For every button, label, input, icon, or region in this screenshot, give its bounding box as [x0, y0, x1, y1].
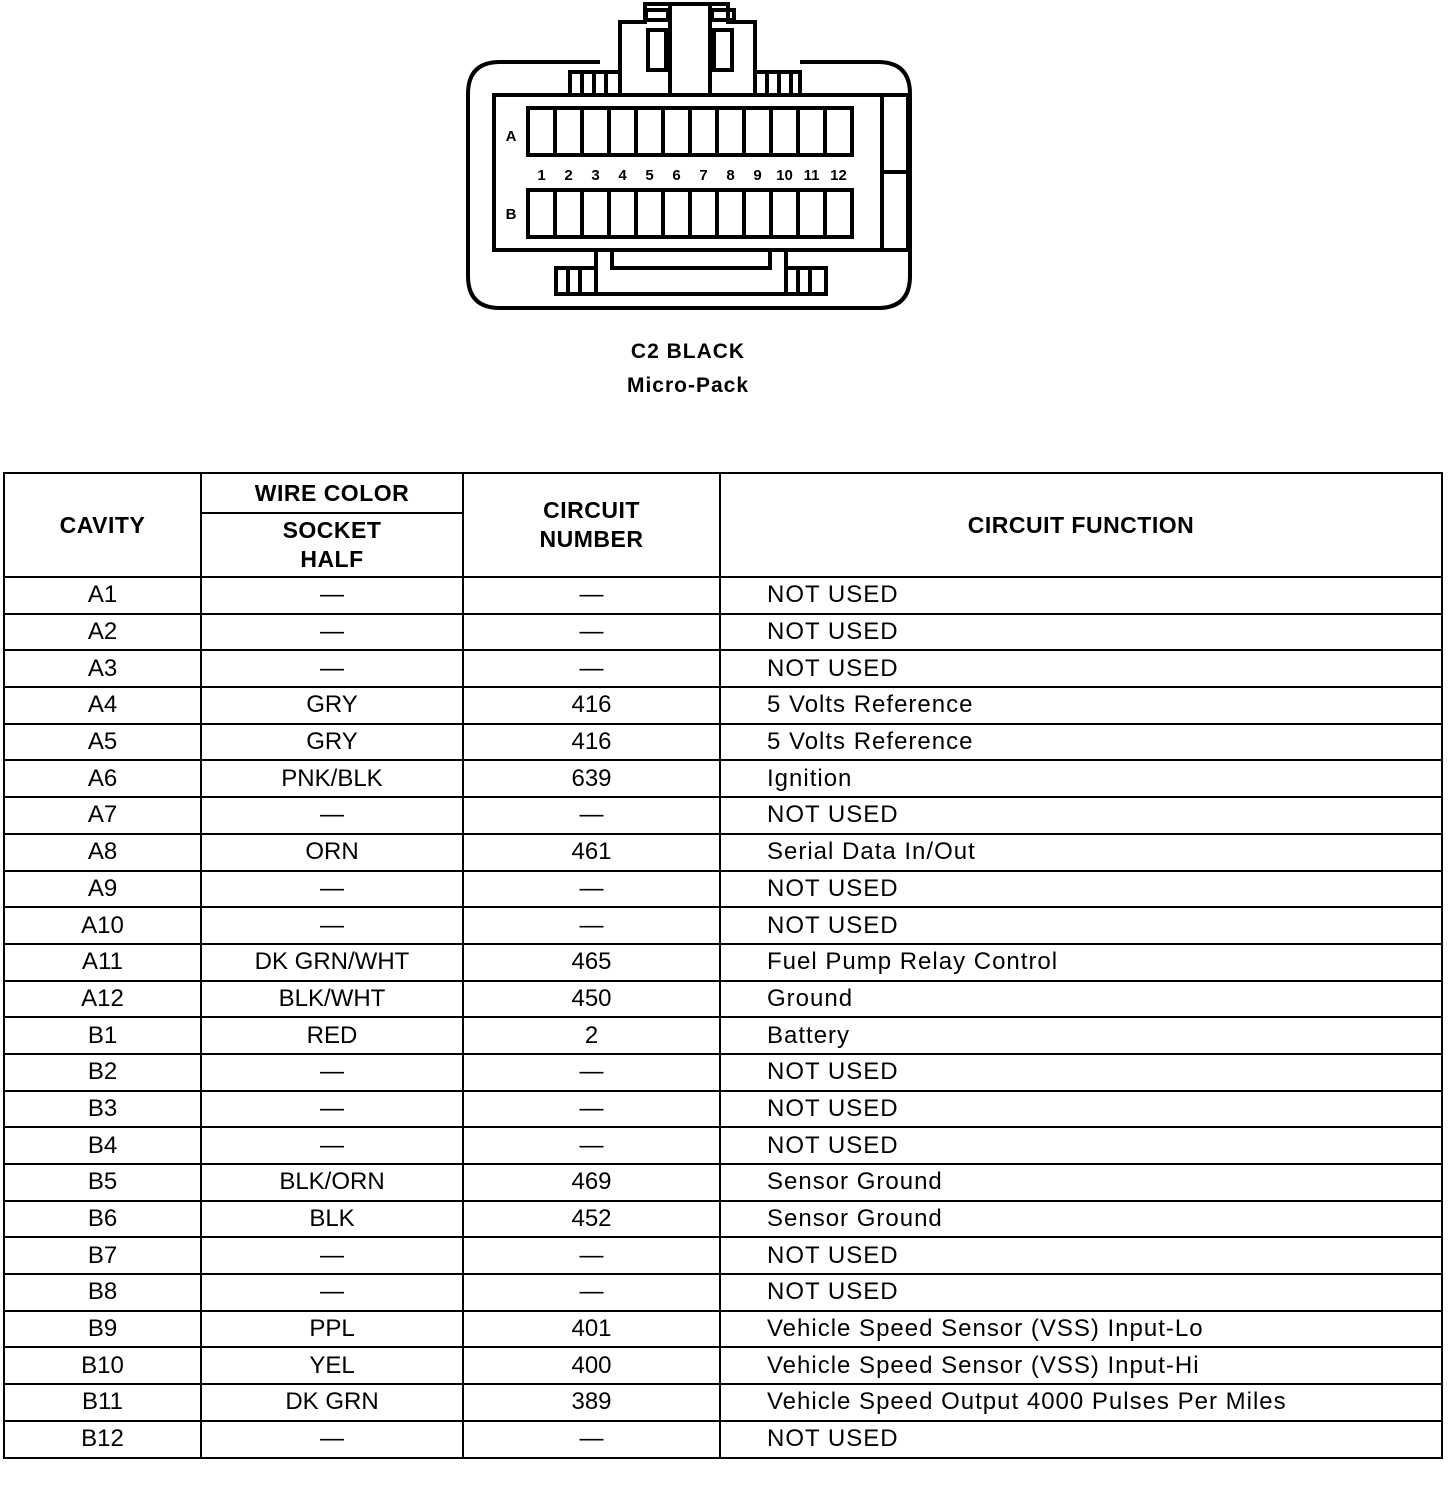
cavity-cell: B11: [4, 1384, 201, 1421]
circuit-function-cell: Vehicle Speed Sensor (VSS) Input-Lo: [720, 1311, 1442, 1348]
header-wire-color: WIRE COLOR: [201, 473, 463, 513]
table-row: [4, 907, 1442, 944]
connector-subtitle: Micro-Pack: [626, 374, 750, 397]
row-b-label: B: [505, 206, 517, 223]
wire-color-cell: RED: [201, 1017, 463, 1054]
table-row: [4, 944, 1442, 981]
pin-number-label: 6: [672, 167, 681, 184]
cavity-cell: A8: [4, 834, 201, 871]
circuit-function-cell: NOT USED: [720, 797, 1442, 834]
circuit-number-cell: 469: [463, 1164, 720, 1201]
wire-color-cell: —: [201, 577, 463, 614]
pin-number-label: 9: [753, 167, 762, 184]
circuit-function-cell: NOT USED: [720, 1054, 1442, 1091]
circuit-function-cell: NOT USED: [720, 1127, 1442, 1164]
table-row: [4, 687, 1442, 724]
cavity-cell: A9: [4, 871, 201, 908]
table-row: [4, 1201, 1442, 1238]
cavity-cell: A6: [4, 760, 201, 797]
circuit-number-cell: —: [463, 1421, 720, 1458]
cavity-cell: A3: [4, 650, 201, 687]
circuit-number-cell: 389: [463, 1384, 720, 1421]
pin-number-label: 12: [830, 167, 847, 184]
cavity-cell: B2: [4, 1054, 201, 1091]
header-socket-half: SOCKET HALF: [201, 513, 463, 577]
pin-number-label: 10: [776, 167, 793, 184]
table-row: [4, 1054, 1442, 1091]
wire-color-cell: BLK: [201, 1201, 463, 1238]
table-row: [4, 797, 1442, 834]
cavity-cell: B9: [4, 1311, 201, 1348]
circuit-number-cell: —: [463, 797, 720, 834]
circuit-function-cell: NOT USED: [720, 871, 1442, 908]
circuit-number-cell: —: [463, 1274, 720, 1311]
cavity-cell: A1: [4, 577, 201, 614]
table-row: [4, 760, 1442, 797]
wire-color-cell: DK GRN/WHT: [201, 944, 463, 981]
circuit-function-cell: Ground: [720, 981, 1442, 1018]
pin-number-label: 11: [803, 167, 820, 184]
wire-color-cell: —: [201, 1091, 463, 1128]
cavity-cell: B7: [4, 1237, 201, 1274]
circuit-function-cell: NOT USED: [720, 1421, 1442, 1458]
circuit-number-cell: 2: [463, 1017, 720, 1054]
bottom-key: [596, 250, 786, 294]
circuit-function-cell: Serial Data In/Out: [720, 834, 1442, 871]
table-row: [4, 1384, 1442, 1421]
wire-color-cell: —: [201, 1274, 463, 1311]
header-circuit-function: CIRCUIT FUNCTION: [720, 473, 1442, 577]
table-row: [4, 1347, 1442, 1384]
circuit-number-cell: —: [463, 907, 720, 944]
circuit-number-cell: 450: [463, 981, 720, 1018]
circuit-function-cell: NOT USED: [720, 1237, 1442, 1274]
wire-color-cell: —: [201, 614, 463, 651]
circuit-function-cell: Battery: [720, 1017, 1442, 1054]
circuit-function-cell: NOT USED: [720, 650, 1442, 687]
cavity-cell: B6: [4, 1201, 201, 1238]
circuit-number-cell: 465: [463, 944, 720, 981]
table-row: [4, 1237, 1442, 1274]
circuit-number-cell: —: [463, 614, 720, 651]
cavity-cell: A2: [4, 614, 201, 651]
cavity-cell: A5: [4, 724, 201, 761]
table-row: [4, 1164, 1442, 1201]
wire-color-cell: BLK/ORN: [201, 1164, 463, 1201]
circuit-number-cell: —: [463, 1237, 720, 1274]
table-row: [4, 1421, 1442, 1458]
table-row: [4, 1017, 1442, 1054]
circuit-number-cell: 452: [463, 1201, 720, 1238]
circuit-function-cell: 5 Volts Reference: [720, 687, 1442, 724]
cavity-cell: A11: [4, 944, 201, 981]
circuit-function-cell: Ignition: [720, 760, 1442, 797]
circuit-number-cell: —: [463, 1091, 720, 1128]
wire-color-cell: —: [201, 871, 463, 908]
table-body: [4, 577, 1442, 1458]
cavity-cell: B8: [4, 1274, 201, 1311]
circuit-number-cell: 416: [463, 724, 720, 761]
table-row: [4, 871, 1442, 908]
circuit-function-cell: Vehicle Speed Output 4000 Pulses Per Miles: [720, 1384, 1442, 1421]
pin-number-label: 5: [645, 167, 654, 184]
row-a-label: A: [505, 128, 517, 145]
pin-number-label: 1: [537, 167, 546, 184]
wire-color-cell: —: [201, 1127, 463, 1164]
wire-color-cell: —: [201, 907, 463, 944]
pinout-table: [3, 472, 1443, 1459]
circuit-function-cell: Vehicle Speed Sensor (VSS) Input-Hi: [720, 1347, 1442, 1384]
circuit-number-cell: 401: [463, 1311, 720, 1348]
wire-color-cell: GRY: [201, 687, 463, 724]
table-row: [4, 614, 1442, 651]
table-row: [4, 1274, 1442, 1311]
connector-face-diagram: [0, 0, 1456, 340]
table-row: [4, 577, 1442, 614]
wire-color-cell: —: [201, 797, 463, 834]
circuit-function-cell: NOT USED: [720, 1091, 1442, 1128]
circuit-function-cell: Fuel Pump Relay Control: [720, 944, 1442, 981]
pin-number-label: 7: [699, 167, 708, 184]
wire-color-cell: YEL: [201, 1347, 463, 1384]
circuit-function-cell: Sensor Ground: [720, 1164, 1442, 1201]
connector-title: C2 BLACK: [630, 340, 746, 363]
circuit-function-cell: NOT USED: [720, 614, 1442, 651]
circuit-number-cell: —: [463, 1127, 720, 1164]
circuit-function-cell: NOT USED: [720, 907, 1442, 944]
wire-color-cell: —: [201, 1237, 463, 1274]
circuit-number-cell: —: [463, 1054, 720, 1091]
header-circuit-number: CIRCUIT NUMBER: [463, 473, 720, 577]
cavity-cell: B1: [4, 1017, 201, 1054]
cavity-cell: B5: [4, 1164, 201, 1201]
wire-color-cell: —: [201, 650, 463, 687]
wire-color-cell: DK GRN: [201, 1384, 463, 1421]
circuit-function-cell: NOT USED: [720, 577, 1442, 614]
cavity-cell: B12: [4, 1421, 201, 1458]
wire-color-cell: PPL: [201, 1311, 463, 1348]
cavity-cell: B3: [4, 1091, 201, 1128]
table-row: [4, 650, 1442, 687]
circuit-number-cell: 416: [463, 687, 720, 724]
table-row: [4, 834, 1442, 871]
wire-color-cell: BLK/WHT: [201, 981, 463, 1018]
circuit-number-cell: 461: [463, 834, 720, 871]
table-header: [4, 473, 1442, 577]
circuit-number-cell: 400: [463, 1347, 720, 1384]
connector-housing-outline: [468, 62, 910, 308]
wire-color-cell: GRY: [201, 724, 463, 761]
cavity-cell: A12: [4, 981, 201, 1018]
cavity-cell: A7: [4, 797, 201, 834]
circuit-number-cell: 639: [463, 760, 720, 797]
table-row: [4, 724, 1442, 761]
circuit-function-cell: Sensor Ground: [720, 1201, 1442, 1238]
cavity-cell: B10: [4, 1347, 201, 1384]
table-row: [4, 981, 1442, 1018]
cavity-cell: A4: [4, 687, 201, 724]
circuit-function-cell: NOT USED: [720, 1274, 1442, 1311]
circuit-function-cell: 5 Volts Reference: [720, 724, 1442, 761]
circuit-number-cell: —: [463, 871, 720, 908]
wire-color-cell: —: [201, 1421, 463, 1458]
pin-number-label: 4: [618, 167, 627, 184]
wire-color-cell: —: [201, 1054, 463, 1091]
pin-number-label: 8: [726, 167, 735, 184]
table-row: [4, 1127, 1442, 1164]
circuit-number-cell: —: [463, 577, 720, 614]
wire-color-cell: ORN: [201, 834, 463, 871]
pin-number-label: 2: [564, 167, 573, 184]
table-row: [4, 1091, 1442, 1128]
wire-color-cell: PNK/BLK: [201, 760, 463, 797]
header-cavity: CAVITY: [4, 473, 201, 577]
pin-number-label: 3: [591, 167, 600, 184]
cavity-cell: A10: [4, 907, 201, 944]
table-row: [4, 1311, 1442, 1348]
cavity-cell: B4: [4, 1127, 201, 1164]
circuit-number-cell: —: [463, 650, 720, 687]
